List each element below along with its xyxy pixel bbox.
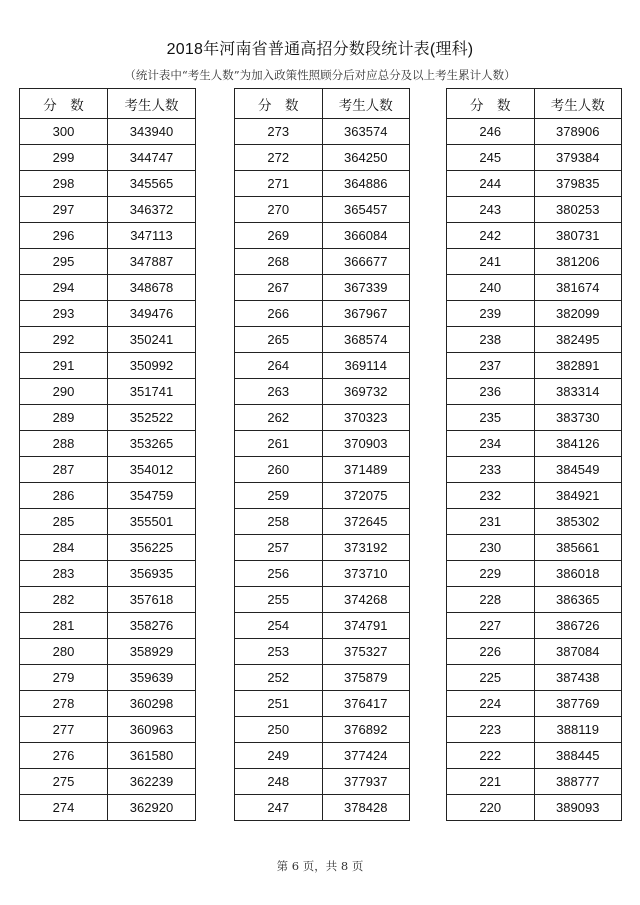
table-row: [447, 795, 622, 821]
count-cell: 360963: [108, 717, 196, 743]
table-row: [20, 743, 196, 769]
count-cell: 383730: [534, 405, 622, 431]
score-cell: 294: [20, 275, 108, 301]
count-cell: 386365: [534, 587, 622, 613]
count-cell: 372645: [322, 509, 410, 535]
table-row: [235, 301, 410, 327]
score-cell: 292: [20, 327, 108, 353]
count-cell: 384126: [534, 431, 622, 457]
table-row: [20, 457, 196, 483]
count-cell: 379384: [534, 145, 622, 171]
score-cell: 300: [20, 119, 108, 145]
table-row: [235, 769, 410, 795]
table-row: [235, 665, 410, 691]
score-cell: 297: [20, 197, 108, 223]
table-row: [20, 535, 196, 561]
table-row: [20, 509, 196, 535]
score-cell: 281: [20, 613, 108, 639]
table-row: [447, 587, 622, 613]
score-table-1: [19, 88, 196, 821]
count-cell: 354759: [108, 483, 196, 509]
score-cell: 270: [235, 197, 323, 223]
count-cell: 364886: [322, 171, 410, 197]
page-subtitle: （统计表中“考生人数”为加入政策性照顾分后对应总分及以上考生累计人数）: [124, 68, 516, 82]
score-cell: 249: [235, 743, 323, 769]
count-cell: 353265: [108, 431, 196, 457]
table-row: [235, 509, 410, 535]
table-row: [235, 249, 410, 275]
table-row: [447, 769, 622, 795]
table-row: [447, 691, 622, 717]
count-cell: 359639: [108, 665, 196, 691]
table-row: [20, 197, 196, 223]
count-cell: 378428: [322, 795, 410, 821]
table-row: [235, 795, 410, 821]
score-cell: 284: [20, 535, 108, 561]
table-row: [20, 639, 196, 665]
count-cell: 378906: [534, 119, 622, 145]
score-cell: 245: [447, 145, 535, 171]
table-row: [447, 483, 622, 509]
table-row: [235, 119, 410, 145]
table-row: [235, 197, 410, 223]
table-row: [20, 483, 196, 509]
score-cell: 224: [447, 691, 535, 717]
count-cell: 375327: [322, 639, 410, 665]
count-cell: 356935: [108, 561, 196, 587]
table-row: [20, 691, 196, 717]
count-cell: 348678: [108, 275, 196, 301]
score-cell: 241: [447, 249, 535, 275]
score-cell: 278: [20, 691, 108, 717]
table-row: [447, 327, 622, 353]
score-cell: 232: [447, 483, 535, 509]
table-row: [447, 275, 622, 301]
score-cell: 230: [447, 535, 535, 561]
table-row: [447, 743, 622, 769]
count-cell: 370323: [322, 405, 410, 431]
score-cell: 268: [235, 249, 323, 275]
score-cell: 250: [235, 717, 323, 743]
count-cell: 345565: [108, 171, 196, 197]
count-cell: 373192: [322, 535, 410, 561]
score-cell: 248: [235, 769, 323, 795]
table-row: [447, 119, 622, 145]
count-cell: 363574: [322, 119, 410, 145]
count-cell: 358929: [108, 639, 196, 665]
count-cell: 376417: [322, 691, 410, 717]
count-cell: 367967: [322, 301, 410, 327]
table-row: [447, 145, 622, 171]
table-row: [20, 379, 196, 405]
count-cell: 375879: [322, 665, 410, 691]
header-count: 考生人数: [534, 89, 622, 119]
score-cell: 229: [447, 561, 535, 587]
score-cell: 239: [447, 301, 535, 327]
header-score: 分 数: [20, 89, 108, 119]
table-row: [20, 119, 196, 145]
score-table-2: [234, 88, 410, 821]
count-cell: 377937: [322, 769, 410, 795]
table-row: [20, 561, 196, 587]
score-cell: 298: [20, 171, 108, 197]
score-cell: 238: [447, 327, 535, 353]
table-row: [235, 379, 410, 405]
score-cell: 259: [235, 483, 323, 509]
count-cell: 384921: [534, 483, 622, 509]
table-row: [447, 197, 622, 223]
score-cell: 226: [447, 639, 535, 665]
table-row: [20, 431, 196, 457]
table-row: [20, 145, 196, 171]
count-cell: 386018: [534, 561, 622, 587]
count-cell: 351741: [108, 379, 196, 405]
table-row: [447, 639, 622, 665]
count-cell: 387084: [534, 639, 622, 665]
table-row: [235, 327, 410, 353]
table-row: [235, 717, 410, 743]
count-cell: 364250: [322, 145, 410, 171]
count-cell: 368574: [322, 327, 410, 353]
table-row: [447, 249, 622, 275]
count-cell: 388777: [534, 769, 622, 795]
score-cell: 254: [235, 613, 323, 639]
count-cell: 367339: [322, 275, 410, 301]
score-cell: 237: [447, 353, 535, 379]
table-row: [235, 431, 410, 457]
score-cell: 222: [447, 743, 535, 769]
table-row: [20, 587, 196, 613]
table-row: [20, 665, 196, 691]
score-table-3: [446, 88, 622, 821]
score-cell: 260: [235, 457, 323, 483]
count-cell: 380253: [534, 197, 622, 223]
table-row: [235, 223, 410, 249]
score-cell: 258: [235, 509, 323, 535]
score-cell: 299: [20, 145, 108, 171]
count-cell: 357618: [108, 587, 196, 613]
table-row: [20, 405, 196, 431]
score-cell: 228: [447, 587, 535, 613]
table-row: [20, 301, 196, 327]
count-cell: 371489: [322, 457, 410, 483]
table-row: [447, 457, 622, 483]
count-cell: 347113: [108, 223, 196, 249]
score-cell: 273: [235, 119, 323, 145]
table-row: [447, 613, 622, 639]
count-cell: 372075: [322, 483, 410, 509]
header-score: 分 数: [447, 89, 535, 119]
count-cell: 374268: [322, 587, 410, 613]
score-cell: 253: [235, 639, 323, 665]
table-row: [20, 613, 196, 639]
table-row: [447, 223, 622, 249]
count-cell: 369732: [322, 379, 410, 405]
table-row: [235, 275, 410, 301]
count-cell: 380731: [534, 223, 622, 249]
score-cell: 242: [447, 223, 535, 249]
count-cell: 382099: [534, 301, 622, 327]
count-cell: 366084: [322, 223, 410, 249]
count-cell: 374791: [322, 613, 410, 639]
table-row: [447, 353, 622, 379]
count-cell: 350992: [108, 353, 196, 379]
score-cell: 296: [20, 223, 108, 249]
score-cell: 274: [20, 795, 108, 821]
count-cell: 346372: [108, 197, 196, 223]
header-count: 考生人数: [322, 89, 410, 119]
count-cell: 362239: [108, 769, 196, 795]
score-cell: 275: [20, 769, 108, 795]
header-count: 考生人数: [108, 89, 196, 119]
count-cell: 389093: [534, 795, 622, 821]
score-cell: 291: [20, 353, 108, 379]
table-row: [235, 639, 410, 665]
score-cell: 244: [447, 171, 535, 197]
score-cell: 234: [447, 431, 535, 457]
count-cell: 387438: [534, 665, 622, 691]
count-cell: 370903: [322, 431, 410, 457]
score-cell: 233: [447, 457, 535, 483]
table-row: [447, 379, 622, 405]
score-cell: 287: [20, 457, 108, 483]
score-cell: 282: [20, 587, 108, 613]
score-cell: 279: [20, 665, 108, 691]
score-cell: 285: [20, 509, 108, 535]
count-cell: 385302: [534, 509, 622, 535]
count-cell: 352522: [108, 405, 196, 431]
table-row: [447, 509, 622, 535]
table-row: [447, 717, 622, 743]
table-row: [235, 353, 410, 379]
score-cell: 247: [235, 795, 323, 821]
score-cell: 255: [235, 587, 323, 613]
count-cell: 343940: [108, 119, 196, 145]
table-row: [235, 405, 410, 431]
count-cell: 376892: [322, 717, 410, 743]
header-score: 分 数: [235, 89, 323, 119]
score-cell: 271: [235, 171, 323, 197]
table-row: [20, 769, 196, 795]
page-title: 2018年河南省普通高招分数段统计表(理科): [166, 41, 474, 58]
count-cell: 382891: [534, 353, 622, 379]
score-cell: 277: [20, 717, 108, 743]
score-cell: 276: [20, 743, 108, 769]
score-cell: 256: [235, 561, 323, 587]
count-cell: 384549: [534, 457, 622, 483]
count-cell: 344747: [108, 145, 196, 171]
page-footer: 第 6 页，共 8 页: [276, 859, 364, 873]
score-cell: 269: [235, 223, 323, 249]
table-row: [447, 431, 622, 457]
table-row: [235, 587, 410, 613]
score-cell: 223: [447, 717, 535, 743]
score-cell: 243: [447, 197, 535, 223]
table-row: [447, 535, 622, 561]
count-cell: 349476: [108, 301, 196, 327]
score-cell: 221: [447, 769, 535, 795]
table-row: [447, 301, 622, 327]
score-cell: 290: [20, 379, 108, 405]
score-cell: 286: [20, 483, 108, 509]
score-cell: 263: [235, 379, 323, 405]
score-cell: 231: [447, 509, 535, 535]
table-row: [235, 743, 410, 769]
table-row: [235, 535, 410, 561]
count-cell: 354012: [108, 457, 196, 483]
count-cell: 355501: [108, 509, 196, 535]
table-row: [235, 171, 410, 197]
count-cell: 387769: [534, 691, 622, 717]
score-cell: 280: [20, 639, 108, 665]
score-cell: 283: [20, 561, 108, 587]
score-cell: 261: [235, 431, 323, 457]
count-cell: 366677: [322, 249, 410, 275]
count-cell: 347887: [108, 249, 196, 275]
table-row: [235, 691, 410, 717]
score-cell: 225: [447, 665, 535, 691]
count-cell: 369114: [322, 353, 410, 379]
score-cell: 257: [235, 535, 323, 561]
count-cell: 350241: [108, 327, 196, 353]
table-row: [20, 717, 196, 743]
count-cell: 383314: [534, 379, 622, 405]
count-cell: 358276: [108, 613, 196, 639]
table-row: [20, 171, 196, 197]
score-cell: 220: [447, 795, 535, 821]
score-cell: 266: [235, 301, 323, 327]
count-cell: 381674: [534, 275, 622, 301]
table-row: [235, 457, 410, 483]
score-cell: 264: [235, 353, 323, 379]
score-cell: 289: [20, 405, 108, 431]
count-cell: 361580: [108, 743, 196, 769]
count-cell: 362920: [108, 795, 196, 821]
table-row: [235, 483, 410, 509]
table-row: [20, 223, 196, 249]
count-cell: 360298: [108, 691, 196, 717]
score-cell: 267: [235, 275, 323, 301]
count-cell: 377424: [322, 743, 410, 769]
table-row: [235, 613, 410, 639]
table-row: [235, 145, 410, 171]
score-cell: 240: [447, 275, 535, 301]
table-row: [20, 795, 196, 821]
count-cell: 385661: [534, 535, 622, 561]
count-cell: 356225: [108, 535, 196, 561]
score-cell: 227: [447, 613, 535, 639]
score-cell: 262: [235, 405, 323, 431]
score-cell: 293: [20, 301, 108, 327]
count-cell: 373710: [322, 561, 410, 587]
count-cell: 388119: [534, 717, 622, 743]
table-row: [20, 249, 196, 275]
score-cell: 246: [447, 119, 535, 145]
score-cell: 295: [20, 249, 108, 275]
score-cell: 251: [235, 691, 323, 717]
score-cell: 236: [447, 379, 535, 405]
table-row: [20, 275, 196, 301]
count-cell: 382495: [534, 327, 622, 353]
table-row: [20, 327, 196, 353]
table-row: [447, 405, 622, 431]
count-cell: 381206: [534, 249, 622, 275]
score-cell: 235: [447, 405, 535, 431]
score-cell: 265: [235, 327, 323, 353]
table-row: [235, 561, 410, 587]
table-row: [447, 561, 622, 587]
count-cell: 386726: [534, 613, 622, 639]
count-cell: 365457: [322, 197, 410, 223]
table-row: [20, 353, 196, 379]
table-row: [447, 171, 622, 197]
score-cell: 252: [235, 665, 323, 691]
table-row: [447, 665, 622, 691]
count-cell: 388445: [534, 743, 622, 769]
count-cell: 379835: [534, 171, 622, 197]
score-cell: 272: [235, 145, 323, 171]
score-cell: 288: [20, 431, 108, 457]
